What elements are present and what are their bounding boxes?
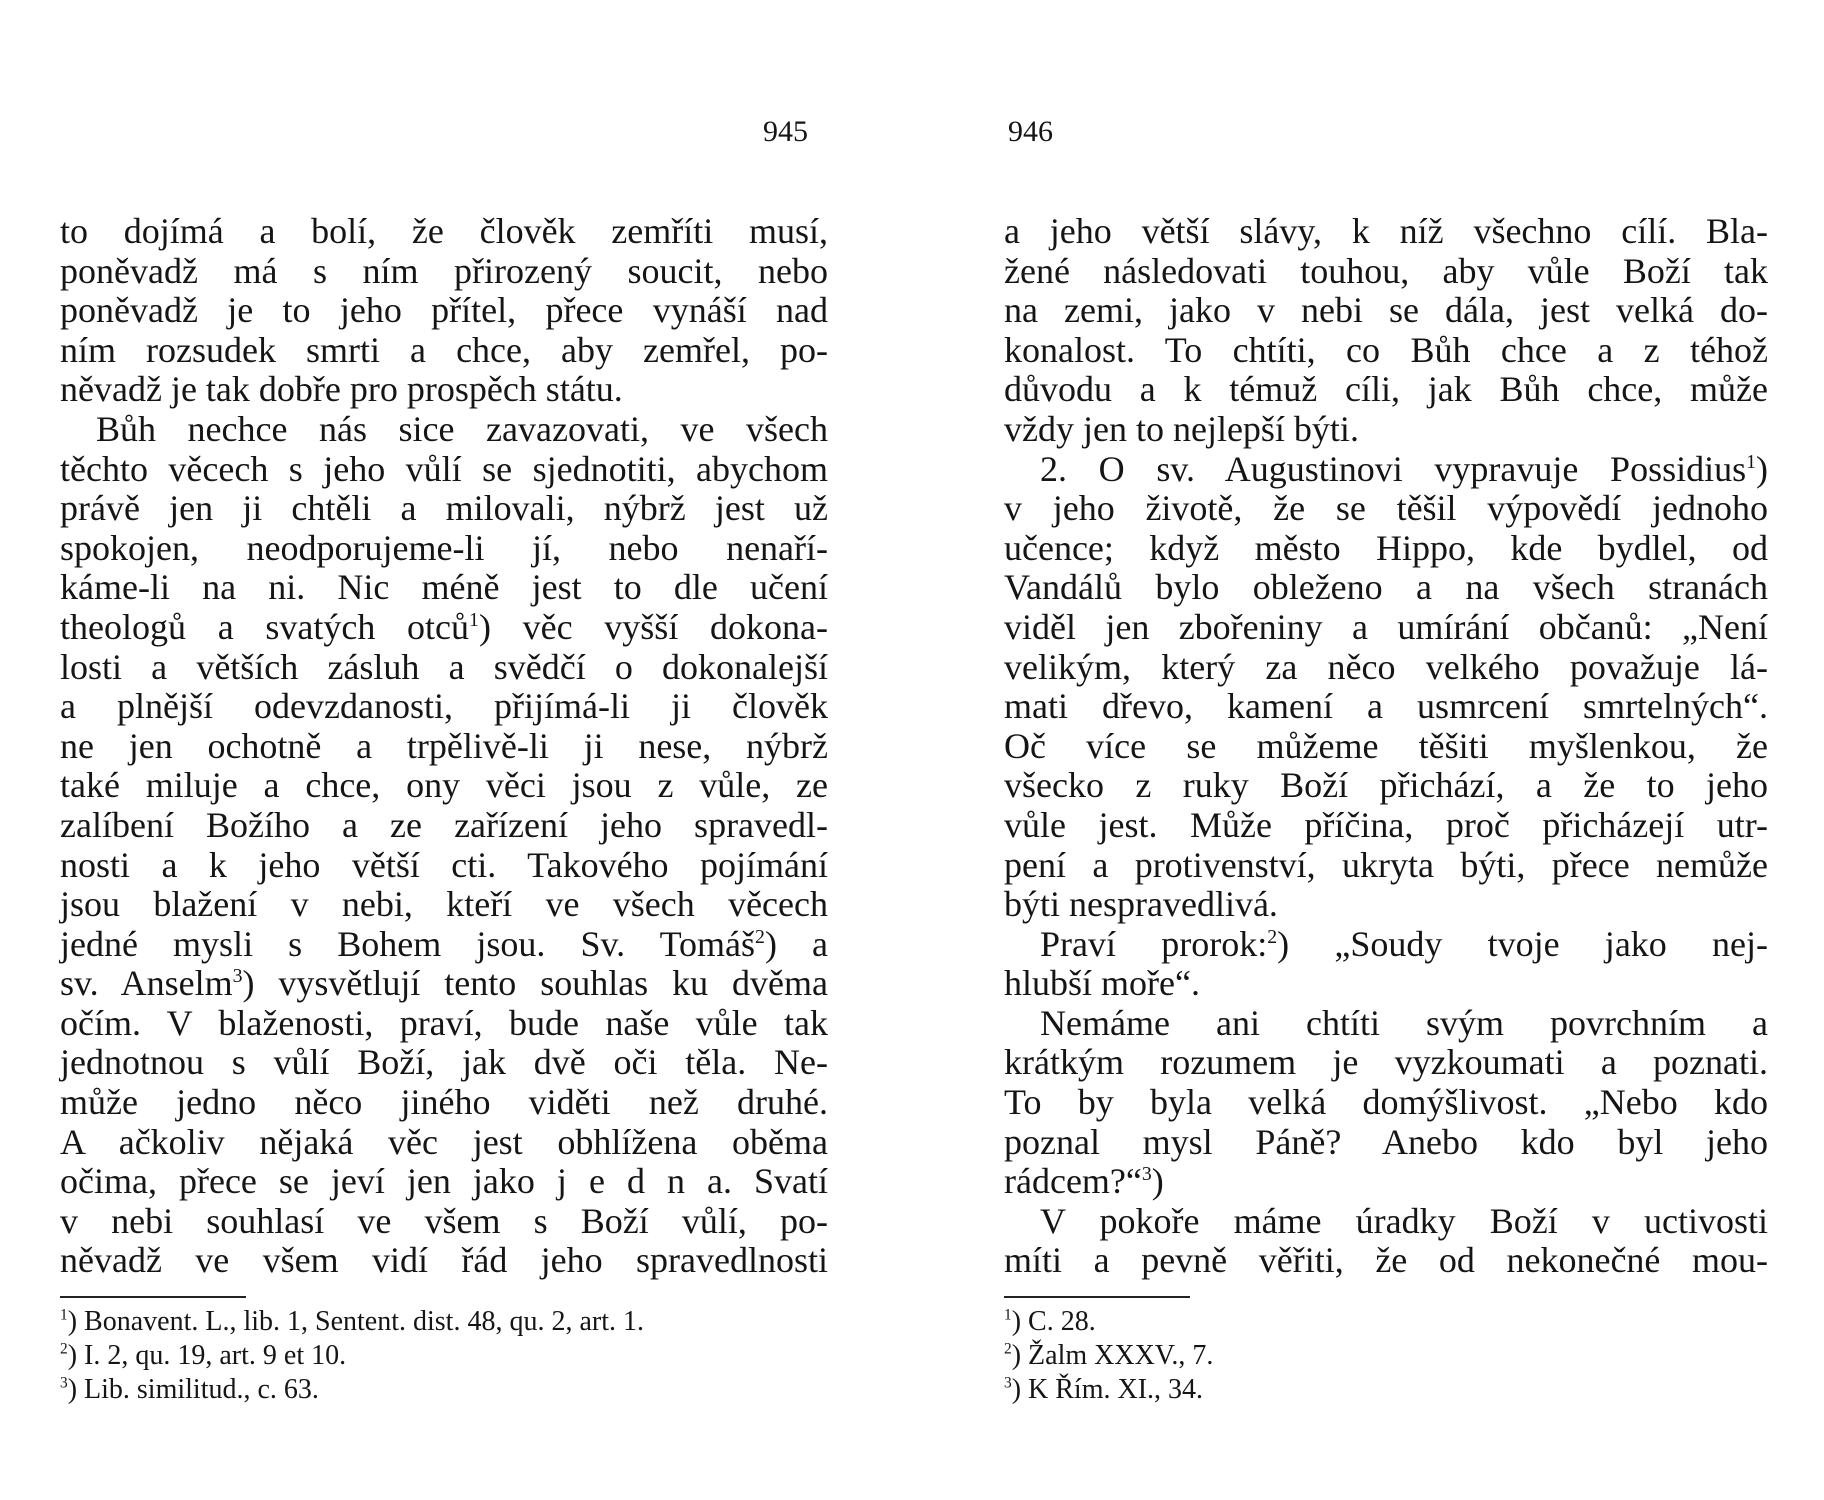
text-line: vůle jest. Může příčina, proč přicházejí utr- — [1004, 804, 1768, 845]
text-line: vždy jen to nejlepší býti. — [1004, 408, 1359, 449]
right-page-footnotes — [1004, 1305, 1768, 1407]
left-page-footnotes — [60, 1305, 828, 1407]
text-line: jednotnou s vůlí Boží, jak dvě oči těla. Ne- — [60, 1042, 828, 1083]
text-line: nosti a k jeho větší cti. Takového pojímání — [60, 844, 828, 885]
text-line: jedné mysli s Bohem jsou. Sv. Tomáš$^2$) a — [60, 923, 828, 964]
text-line: něvadž ve všem vidí řád jeho spravedlnosti — [60, 1240, 828, 1281]
text-line: zalíbení Božího a ze zařízení jeho spravedl- — [60, 804, 828, 845]
text-line: rádcem?“$^3$) — [1004, 1161, 1164, 1202]
text-line: Bůh nechce nás sice zavazovati, ve všech — [96, 408, 828, 449]
text-line: něvadž je tak dobře pro prospěch státu. — [60, 369, 623, 410]
footnote: $^3$) K Řím. XI., 34. — [1004, 1374, 1204, 1406]
text-line: Praví prorok:$^2$) „Soudy tvoje jako nej- — [1040, 923, 1769, 964]
text-line: To by byla velká domýšlivost. „Nebo kdo — [1004, 1082, 1768, 1123]
text-line: těchto věcech s jeho vůlí se sjednotiti, abychom — [60, 448, 828, 489]
text-line: může jedno něco jiného viděti než druhé. — [60, 1082, 828, 1123]
text-line: důvodu a k témuž cíli, jak Bůh chce, může — [1004, 369, 1768, 410]
footnote: $^2$) Žalm XXXV., 7. — [1004, 1340, 1214, 1372]
text-line: konalost. To chtíti, co Bůh chce a z téhož — [1004, 329, 1768, 370]
text-line: to dojímá a bolí, že člověk zemříti musí, — [60, 211, 828, 251]
footnote-mark: 1 — [1746, 450, 1756, 473]
footnote: $^1$) Bonavent. L., lib. 1, Sentent. dist. 48, qu. 2, art. 1. — [60, 1306, 644, 1338]
text-line: učence; když město Hippo, kde bydlel, od — [1004, 527, 1768, 568]
text-line: právě jen ji chtěli a milovali, nýbrž jest už — [60, 488, 828, 529]
page-number-left: 945 — [763, 115, 808, 148]
text-line: velikým, který za něco velkého považuje lá- — [1004, 646, 1768, 687]
text-line: na zemi, jako v nebi se dála, jest velká do- — [1004, 290, 1768, 331]
left-page-body — [60, 212, 828, 1281]
text-line: a plnější odevzdanosti, přijímá-li ji člověk — [60, 686, 828, 727]
text-line: mati dřevo, kamení a usmrcení smrtelných“. — [1004, 686, 1768, 727]
text-line: losti a větších zásluh a svědčí o dokonalejší — [60, 646, 828, 687]
text-line: káme-li na ni. Nic méně jest to dle učení — [60, 567, 828, 608]
text-line: spokojen, neodporujeme-li jí, nebo nenaří- — [60, 527, 828, 568]
footnote-mark: 2 — [1267, 925, 1278, 948]
text-line: poněvadž má s ním přirozený soucit, nebo — [60, 250, 828, 291]
text-line: míti a pevně věřiti, že od nekonečné mou- — [1004, 1240, 1768, 1281]
text-line: očima, přece se jeví jen jako j e d n a. Svatí — [60, 1161, 828, 1202]
text-line: sv. Anselm$^3$) vysvětlují tento souhlas ku dvěma — [60, 963, 828, 1004]
text-line: očím. V blaženosti, praví, bude naše vůle tak — [60, 1002, 828, 1043]
text-line: Nemáme ani chtíti svým povrchním a — [1040, 1002, 1768, 1043]
text-line: V pokoře máme úradky Boží v uctivosti — [1040, 1200, 1768, 1241]
text-line: poznal mysl Páně? Anebo kdo byl jeho — [1004, 1121, 1768, 1162]
text-line: ne jen ochotně a trpělivě-li ji nese, nýbrž — [60, 725, 828, 766]
footnote-mark: 3 — [232, 965, 243, 988]
footnote: $^1$) C. 28. — [1004, 1306, 1096, 1338]
text-line: A ačkoliv nějaká věc jest obhlížena oběma — [60, 1121, 828, 1162]
footnote-mark: 2 — [755, 925, 765, 948]
footnote: $^2$) I. 2, qu. 19, art. 9 et 10. — [60, 1340, 347, 1372]
text-line: také miluje a chce, ony věci jsou z vůle, ze — [60, 765, 828, 806]
text-line: Oč více se můžeme těšiti myšlenkou, že — [1004, 725, 1768, 766]
footnote-mark: 1 — [469, 608, 479, 631]
right-footnote-rule — [1004, 1296, 1190, 1298]
text-line: jsou blažení v nebi, kteří ve všech věcech — [60, 884, 828, 925]
text-line: ním rozsudek smrti a chce, aby zemřel, po- — [60, 329, 828, 370]
text-line: pení a protivenství, ukryta býti, přece nemůže — [1004, 844, 1768, 885]
text-line: viděl jen zbořeniny a umírání občanů: „Není — [1004, 606, 1768, 647]
text-line: 2. O sv. Augustinovi vypravuje Possidius$^1$) — [1040, 448, 1768, 489]
text-line: v nebi souhlasí ve všem s Boží vůlí, po- — [60, 1200, 828, 1241]
text-line: všecko z ruky Boží přichází, a že to jeho — [1004, 765, 1768, 806]
text-line: poněvadž je to jeho přítel, přece vynáší nad — [60, 290, 828, 331]
text-line: a jeho větší slávy, k níž všechno cílí. Bla- — [1004, 211, 1768, 251]
right-page-column — [1004, 212, 1768, 1407]
right-page-body — [1004, 212, 1768, 1281]
text-line: býti nespravedlivá. — [1004, 884, 1278, 925]
text-line: žené následovati touhou, aby vůle Boží tak — [1004, 250, 1768, 291]
text-line: hlubší moře“. — [1004, 963, 1200, 1004]
footnote-mark: 3 — [1141, 1163, 1152, 1186]
page-number-right: 946 — [1008, 115, 1053, 148]
left-page-column — [60, 212, 828, 1407]
text-line: theologů a svatých otců$^1$) věc vyšší dokona- — [60, 606, 828, 647]
text-line: krátkým rozumem je vyzkoumati a poznati. — [1004, 1042, 1768, 1083]
left-footnote-rule — [60, 1296, 246, 1298]
text-line: Vandálů bylo obleženo a na všech stranách — [1004, 567, 1768, 608]
text-line: v jeho životě, že se těšil výpovědí jednoho — [1004, 488, 1768, 529]
footnote: $^3$) Lib. similitud., c. 63. — [60, 1374, 319, 1406]
